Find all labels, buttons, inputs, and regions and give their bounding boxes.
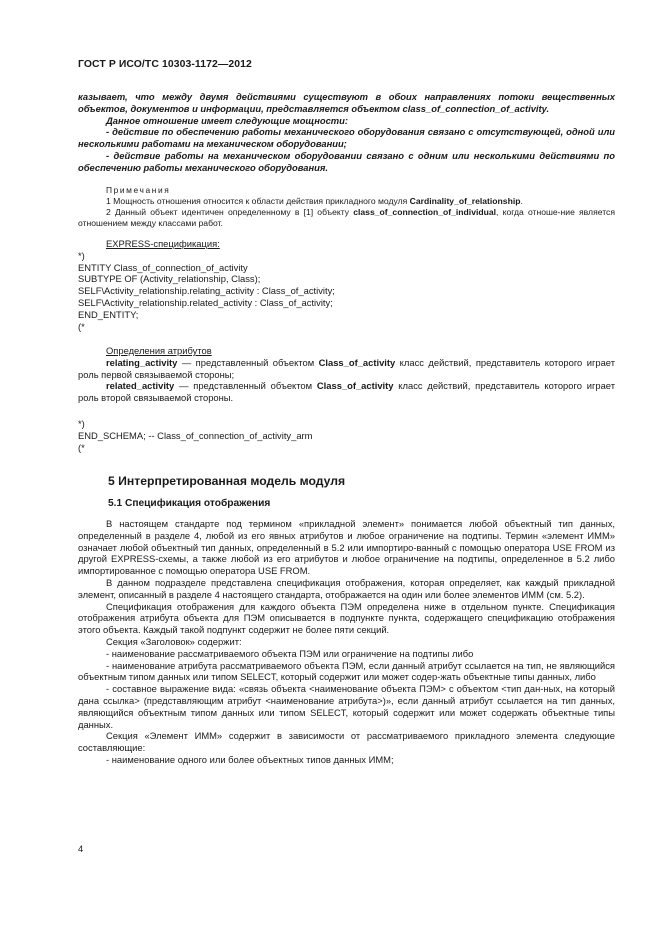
note-1-module: Cardinality_of_relationship (409, 196, 521, 206)
express-line: ENTITY Class_of_connection_of_activity (78, 261, 248, 273)
section-paragraph: - наименование атрибута рассматриваемого объекта ПЭМ, если данный атрибут ссылается на тип, не являющийся объектным типом данных или типом SELECT, который содержит или может содер-жать объектные типы данных, либо (78, 659, 615, 683)
attribute-definitions (78, 345, 615, 404)
attribute-name: related_activity (106, 380, 175, 392)
note-2-end: , когда отноше-ние является отношением между классами работ. (78, 207, 616, 229)
attributes-label: Определения атрибутов (106, 345, 212, 356)
page-header-standard-id: ГОСТ Р ИСО/ТС 10303-1172—2012 (78, 59, 252, 70)
express-line: SELF\Activity_relationship.relating_activity : Class_of_activity; (78, 285, 335, 297)
section-body (78, 518, 615, 766)
express-line: (* (78, 320, 85, 332)
end-schema (78, 418, 615, 453)
section-paragraph: - составное выражение вида: «связь объекта <наименование объекта ПЭМ> с объектом <тип дан-ных, на который дана ссылка> (представляющим атрибут <наименование атрибута>)», если данный атрибут ссылается на тип данных, являющийся объектным типом данных или типом SELECT, который содержит или может содержать объектные типы данных. (78, 683, 615, 730)
end-schema-line: *) (78, 418, 85, 429)
attribute-class: Class_of_activity (318, 356, 396, 368)
attribute-class: Class_of_activity (316, 380, 394, 392)
attribute-name: relating_activity (106, 356, 178, 368)
note-2-text: 2 Данный объект идентичен определенному в [1] объекту (106, 207, 354, 218)
note-1-text: 1 Мощность отношения относится к области действия прикладного модуля (106, 196, 410, 206)
section-paragraph: В данном подразделе представлена спецификация отображения, которая определяет, как каждый прикладной элемент, описанный в разделе 4 настоящего стандарта, отображается на один или более элементов ИММ (см. 5.2). (78, 576, 615, 600)
attribute-dash: — представленный объектом (174, 380, 317, 392)
intro-text (78, 91, 615, 174)
section-paragraph: Секция «Элемент ИММ» содержит в зависимости от рассматриваемого прикладного элемента следующие составляющие: (78, 730, 615, 754)
express-line: SUBTYPE OF (Activity_relationship, Class); (78, 273, 261, 285)
page-number: 4 (78, 843, 84, 854)
section-heading: 5 Интерпретированная модель модуля (108, 474, 346, 488)
section-paragraph: - наименование одного или более объектных типов данных ИММ; (106, 753, 394, 765)
note-2 (78, 207, 615, 229)
subsection-heading: 5.1 Спецификация отображения (108, 498, 271, 509)
cardinality-lead: Данное отношение имеет следующие мощности: (106, 114, 348, 126)
note-1-end: . (520, 196, 523, 206)
intro-paragraph: казывает, что между двумя действиями существуют в обоих направлениях потоки вещественных объектов, документов и информации, представляется объектом class_of_connection_of_activity. (78, 91, 615, 114)
express-line: END_ENTITY; (78, 308, 139, 320)
attribute-related-activity (78, 380, 615, 404)
section-paragraph: - наименование рассматриваемого объекта ПЭМ или ограничение на подтипы либо (106, 647, 474, 659)
express-spec (78, 238, 615, 332)
express-line: SELF\Activity_relationship.related_activity : Class_of_activity; (78, 296, 333, 308)
cardinality-item-1: - действие по обеспечению работы механического оборудования связано с отсутствующей, одной или несколькими работами на механическом оборудовании; (78, 126, 615, 150)
attribute-description: класс действий, представитель которого играет роль первой связываемой стороны; (78, 356, 615, 380)
section-paragraph: В настоящем стандарте под термином «прикладной элемент» понимается любой объектный тип данных, определенный в разделе 4, любой из его явных атрибутов и любое ограничение на подтипы. Термин «элемент ИММ» означает любой объектный тип данных, определенный в 5.2 или импортиро-ванный с помощью оператора USE FROM из другой EXPRESS-схемы, а также любой из его атрибутов и любое ограничение на подтипы, определенное в 5.2 либо импортированное с помощью оператора USE FROM. (78, 518, 615, 577)
section-paragraph: Секция «Заголовок» содержит: (106, 635, 242, 647)
notes-title: Примечания (106, 185, 171, 195)
note-2-entity: class_of_connection_of_individual (353, 207, 497, 218)
cardinality-item-2: - действие работы на механическом оборудовании связано с одним или несколькими действиями по обеспечению работы механического оборудования. (78, 149, 615, 173)
express-line: *) (78, 249, 85, 261)
attribute-relating-activity (78, 357, 615, 381)
attribute-dash: — представленный объектом (177, 356, 319, 368)
section-paragraph: Спецификация отображения для каждого объекта ПЭМ определена ниже в отдельном пункте. Спецификация отображения атрибута объекта для ПЭМ описывается в подпункте пункта, содержащего спецификацию отображения этого объекта. Каждый такой подпункт содержит не более пяти секций. (78, 600, 615, 636)
attribute-description: класс действий, представитель которого играет роль второй связываемой стороны. (78, 380, 615, 404)
end-schema-line: (* (78, 441, 85, 453)
notes-block (78, 184, 615, 230)
end-schema-line: END_SCHEMA; -- Class_of_connection_of_activity_arm (78, 429, 313, 441)
note-1 (78, 196, 615, 207)
express-label: EXPRESS-спецификация: (106, 238, 220, 249)
